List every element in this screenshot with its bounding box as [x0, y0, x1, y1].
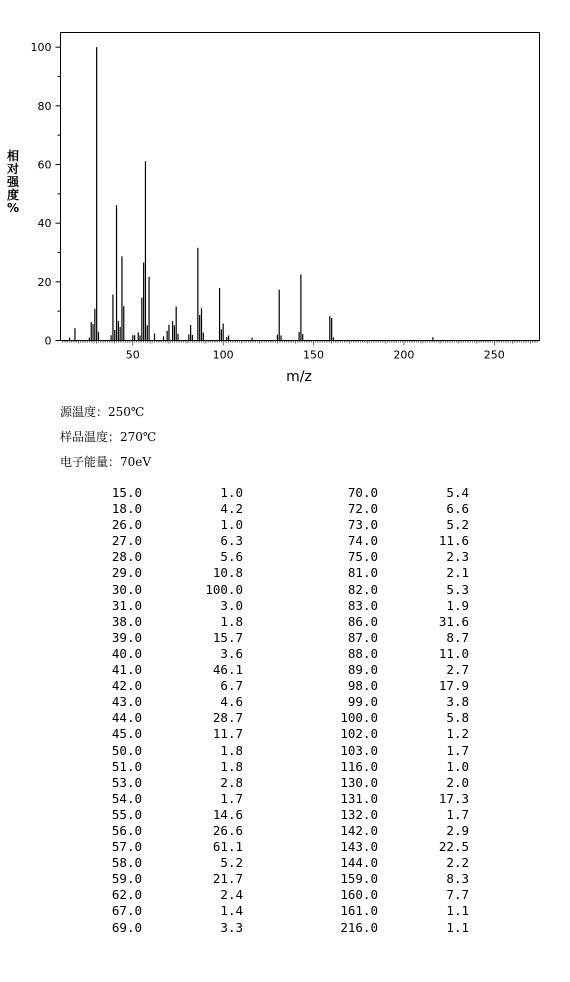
mz-cell: 75.0	[347, 549, 378, 565]
intensity-cell: 100.0	[205, 581, 243, 597]
mz-cell: 18.0	[111, 501, 142, 517]
x-tick-label: 150	[303, 348, 325, 362]
mz-cell: 38.0	[111, 613, 142, 629]
info-label: 源温度	[60, 405, 97, 419]
x-tick-label: 250	[483, 348, 505, 362]
intensity-cell: 26.6	[212, 822, 243, 838]
table-row	[0, 823, 570, 839]
mz-cell: 57.0	[111, 839, 142, 855]
mz-cell: 216.0	[340, 919, 378, 935]
intensity-cell: 1.1	[446, 903, 469, 919]
table-row	[0, 501, 570, 517]
intensity-cell: 21.7	[212, 871, 243, 887]
y-tick-label: 40	[37, 217, 52, 231]
intensity-cell: 1.8	[220, 613, 243, 629]
x-tick-label: 50	[125, 348, 140, 362]
spectrum-peaks	[70, 47, 433, 340]
x-axis-ticks	[62, 341, 537, 362]
intensity-cell: 22.5	[438, 839, 469, 855]
mz-cell: 142.0	[340, 822, 378, 838]
intensity-cell: 61.1	[212, 839, 243, 855]
intensity-cell: 10.8	[212, 565, 243, 581]
mz-cell: 45.0	[111, 726, 142, 742]
intensity-cell: 2.3	[446, 549, 469, 565]
y-tick-label: 20	[37, 275, 52, 289]
info-value: 250℃	[108, 405, 145, 419]
intensity-cell: 5.8	[446, 710, 469, 726]
intensity-cell: 2.7	[446, 662, 469, 678]
plot-frame	[61, 33, 540, 341]
intensity-cell: 4.2	[220, 501, 243, 517]
table-row	[0, 743, 570, 759]
mz-cell: 30.0	[111, 581, 142, 597]
table-row	[0, 839, 570, 855]
table-row	[0, 855, 570, 871]
y-axis-label	[6, 150, 20, 215]
y-axis-label-char: 强	[6, 175, 19, 189]
table-row	[0, 678, 570, 694]
mass-spectrum-chart	[0, 0, 570, 395]
mz-cell: 50.0	[111, 742, 142, 758]
y-axis-label-char: 相	[6, 149, 19, 163]
mz-cell: 55.0	[111, 806, 142, 822]
mz-cell: 56.0	[111, 822, 142, 838]
mz-cell: 73.0	[347, 517, 378, 533]
table-row	[0, 726, 570, 742]
mz-cell: 42.0	[111, 678, 142, 694]
mz-cell: 41.0	[111, 662, 142, 678]
mz-cell: 54.0	[111, 790, 142, 806]
intensity-cell: 2.8	[220, 774, 243, 790]
mz-cell: 59.0	[111, 871, 142, 887]
mz-cell: 51.0	[111, 758, 142, 774]
mz-cell: 89.0	[347, 662, 378, 678]
mz-cell: 58.0	[111, 855, 142, 871]
intensity-cell: 6.6	[446, 501, 469, 517]
y-axis-label-char: 对	[6, 162, 19, 176]
y-tick-label: 60	[37, 158, 52, 172]
intensity-cell: 17.9	[438, 678, 469, 694]
table-row	[0, 582, 570, 598]
intensity-cell: 3.0	[220, 597, 243, 613]
intensity-cell: 14.6	[212, 806, 243, 822]
intensity-cell: 2.4	[220, 887, 243, 903]
info-label: 样品温度	[60, 430, 109, 444]
info-label: 电子能量	[60, 455, 109, 469]
mz-cell: 39.0	[111, 629, 142, 645]
intensity-cell: 1.0	[446, 758, 469, 774]
y-axis-ticks	[31, 41, 61, 347]
table-row	[0, 598, 570, 614]
intensity-cell: 11.0	[438, 645, 469, 661]
intensity-cell: 1.7	[446, 742, 469, 758]
intensity-cell: 1.2	[446, 726, 469, 742]
intensity-cell: 11.7	[212, 726, 243, 742]
intensity-cell: 11.6	[438, 533, 469, 549]
intensity-cell: 1.9	[446, 597, 469, 613]
mz-cell: 27.0	[111, 533, 142, 549]
intensity-cell: 46.1	[212, 662, 243, 678]
mz-cell: 88.0	[347, 645, 378, 661]
mz-cell: 74.0	[347, 533, 378, 549]
intensity-cell: 1.8	[220, 758, 243, 774]
peak-table	[0, 485, 570, 936]
table-row	[0, 791, 570, 807]
y-tick-label: 100	[30, 41, 52, 55]
intensity-cell: 8.7	[446, 629, 469, 645]
intensity-cell: 2.0	[446, 774, 469, 790]
intensity-cell: 6.7	[220, 678, 243, 694]
table-row	[0, 871, 570, 887]
intensity-cell: 8.3	[446, 871, 469, 887]
table-row	[0, 903, 570, 919]
mz-cell: 15.0	[111, 485, 142, 500]
intensity-cell: 2.1	[446, 565, 469, 581]
intensity-cell: 1.7	[446, 806, 469, 822]
intensity-cell: 3.3	[220, 919, 243, 935]
info-sample-temp: 样品温度：270℃	[60, 430, 157, 444]
info-value: 270℃	[120, 430, 157, 444]
intensity-cell: 7.7	[446, 887, 469, 903]
mz-cell: 87.0	[347, 629, 378, 645]
mz-cell: 160.0	[340, 887, 378, 903]
table-row	[0, 549, 570, 565]
x-tick-label: 100	[212, 348, 234, 362]
mz-cell: 100.0	[340, 710, 378, 726]
mz-cell: 159.0	[340, 871, 378, 887]
table-row	[0, 517, 570, 533]
intensity-cell: 15.7	[212, 629, 243, 645]
intensity-cell: 5.2	[446, 517, 469, 533]
table-row	[0, 807, 570, 823]
table-row	[0, 646, 570, 662]
mz-cell: 26.0	[111, 517, 142, 533]
table-row	[0, 920, 570, 936]
mz-cell: 83.0	[347, 597, 378, 613]
intensity-cell: 5.2	[220, 855, 243, 871]
info-electron-energy: 电子能量：70eV	[60, 455, 152, 469]
mz-cell: 130.0	[340, 774, 378, 790]
table-row	[0, 630, 570, 646]
intensity-cell: 2.2	[446, 855, 469, 871]
intensity-cell: 1.4	[220, 903, 243, 919]
mz-cell: 28.0	[111, 549, 142, 565]
mz-cell: 144.0	[340, 855, 378, 871]
x-tick-label: 200	[393, 348, 415, 362]
y-axis-label-char: %	[6, 201, 20, 215]
intensity-cell: 2.9	[446, 822, 469, 838]
intensity-cell: 4.6	[220, 694, 243, 710]
mz-cell: 99.0	[347, 694, 378, 710]
intensity-cell: 5.4	[446, 485, 469, 500]
info-value: 70eV	[120, 455, 152, 469]
table-row	[0, 485, 570, 501]
mz-cell: 161.0	[340, 903, 378, 919]
mz-cell: 143.0	[340, 839, 378, 855]
mz-cell: 29.0	[111, 565, 142, 581]
mz-cell: 31.0	[111, 597, 142, 613]
mz-cell: 62.0	[111, 887, 142, 903]
intensity-cell: 6.3	[220, 533, 243, 549]
mz-cell: 86.0	[347, 613, 378, 629]
y-axis-label-char: 度	[6, 188, 19, 202]
table-row	[0, 533, 570, 549]
intensity-cell: 17.3	[438, 790, 469, 806]
table-row	[0, 759, 570, 775]
table-row	[0, 565, 570, 581]
mz-cell: 102.0	[340, 726, 378, 742]
mz-cell: 132.0	[340, 806, 378, 822]
intensity-cell: 1.0	[220, 485, 243, 500]
intensity-cell: 1.8	[220, 742, 243, 758]
intensity-cell: 1.0	[220, 517, 243, 533]
mz-cell: 98.0	[347, 678, 378, 694]
mz-cell: 82.0	[347, 581, 378, 597]
mz-cell: 43.0	[111, 694, 142, 710]
mz-cell: 44.0	[111, 710, 142, 726]
mz-cell: 67.0	[111, 903, 142, 919]
mz-cell: 69.0	[111, 919, 142, 935]
mz-cell: 72.0	[347, 501, 378, 517]
x-axis-label: m/z	[286, 369, 312, 385]
intensity-cell: 5.3	[446, 581, 469, 597]
intensity-cell: 1.1	[446, 919, 469, 935]
y-tick-label: 80	[37, 99, 52, 113]
intensity-cell: 3.6	[220, 645, 243, 661]
mz-cell: 116.0	[340, 758, 378, 774]
y-tick-label: 0	[44, 334, 52, 348]
intensity-cell: 28.7	[212, 710, 243, 726]
intensity-cell: 1.7	[220, 790, 243, 806]
intensity-cell: 5.6	[220, 549, 243, 565]
mz-cell: 40.0	[111, 645, 142, 661]
mz-cell: 103.0	[340, 742, 378, 758]
intensity-cell: 31.6	[438, 613, 469, 629]
info-source-temp: 源温度：250℃	[60, 405, 145, 419]
mz-cell: 53.0	[111, 774, 142, 790]
table-row	[0, 614, 570, 630]
table-row	[0, 694, 570, 710]
table-row	[0, 887, 570, 903]
mz-cell: 81.0	[347, 565, 378, 581]
intensity-cell: 3.8	[446, 694, 469, 710]
table-row	[0, 662, 570, 678]
mz-cell: 70.0	[347, 485, 378, 500]
table-row	[0, 775, 570, 791]
table-row	[0, 710, 570, 726]
mz-cell: 131.0	[340, 790, 378, 806]
